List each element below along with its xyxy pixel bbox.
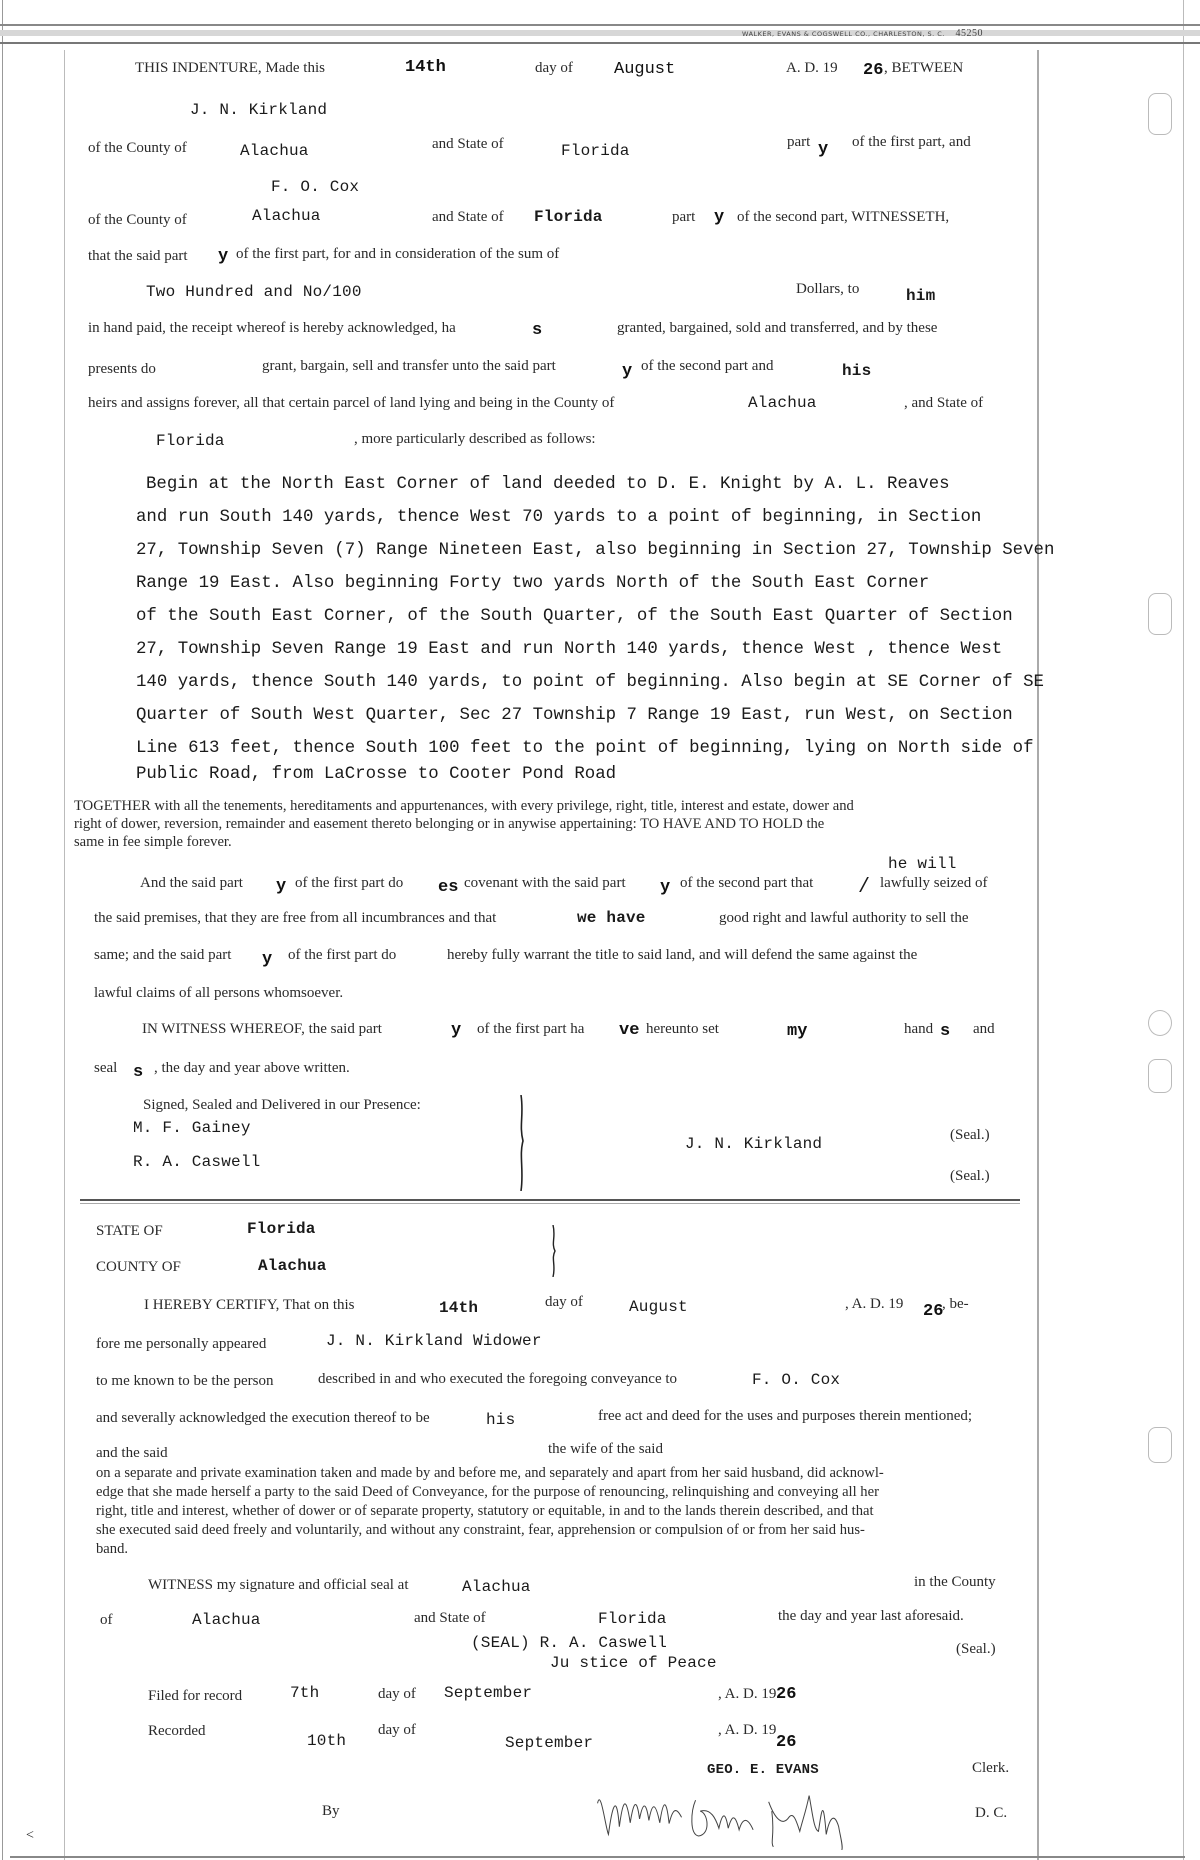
day-of-label: day of — [545, 1294, 583, 1310]
part-suffix: y — [262, 950, 273, 969]
ack-witness-text: WITNESS my signature and official seal at — [148, 1577, 409, 1593]
part-suffix: y — [622, 362, 633, 381]
punch-hole — [1148, 1059, 1172, 1093]
ack-state: Florida — [247, 1220, 316, 1238]
indenture-month: August — [614, 60, 676, 79]
covenant-text: lawful claims of all persons whomsoever. — [94, 985, 344, 1001]
covenant-text: covenant with the said part — [464, 875, 626, 891]
description-line: of the South East Corner, of the South Quarter, of the South East Quarter of Section — [136, 607, 1013, 626]
seal-label: (Seal.) — [956, 1641, 996, 1657]
part-suffix: y — [276, 877, 287, 896]
second-part-label: of the second part, WITNESSETH, — [737, 209, 950, 225]
recorded-month: September — [505, 1734, 594, 1752]
ack-year: 26 — [923, 1302, 944, 1321]
first-part-label: of the first part, and — [852, 134, 971, 150]
margin-mark: < — [26, 1828, 34, 1843]
description-line: 27, Township Seven Range 19 East and run North 140 yards, thence West , thence West — [136, 640, 1003, 659]
witness-text: seal — [94, 1060, 118, 1076]
ack-witness-text: of — [100, 1612, 113, 1628]
presents-do-label: presents do — [88, 361, 156, 377]
witness-text: hereunto set — [646, 1021, 719, 1037]
recorded-label: Recorded — [148, 1723, 206, 1739]
by-label: By — [322, 1803, 340, 1819]
ad-label: , A. D. 19 — [845, 1296, 904, 1312]
covenant-text: same; and the said part — [94, 947, 232, 963]
state-label: and State of — [432, 209, 504, 225]
section-divider — [80, 1203, 1020, 1204]
ack-text: to me known to be the person — [96, 1373, 274, 1389]
clerk-name: GEO. E. EVANS — [707, 1762, 819, 1778]
ad-label: A. D. 19 — [786, 60, 838, 76]
covenant-text: lawfully seized of — [880, 875, 988, 891]
form-number: 45250 — [955, 28, 983, 39]
part-suffix: y — [714, 208, 725, 227]
and-state-of-label: , and State of — [904, 395, 984, 411]
description-line: Public Road, from LaCrosse to Cooter Pond Road — [136, 765, 617, 784]
state-of-label: STATE OF — [96, 1223, 163, 1239]
ack-text: free act and deed for the uses and purposes therein mentioned; — [598, 1408, 973, 1424]
description-line: Range 19 East. Also beginning Forty two yards North of the South East Corner — [136, 574, 930, 593]
grantee-name: F. O. Cox — [271, 178, 360, 196]
together-line: same in fee simple forever. — [74, 834, 232, 850]
recorded-year: 26 — [776, 1733, 797, 1752]
brace-mark — [517, 1095, 527, 1191]
header-band — [0, 30, 1200, 36]
description-line: Line 613 feet, thence South 100 feet to the point of beginning, lying on North side of — [136, 739, 1034, 758]
covenant-text: of the second part that — [680, 875, 814, 891]
punch-hole — [1148, 1010, 1172, 1036]
ad-label: , A. D. 19 — [718, 1686, 777, 1702]
covenant-text: hereby fully warrant the title to said land, and will defend the same against the — [447, 947, 918, 963]
deputy-clerk-label: D. C. — [975, 1805, 1008, 1821]
part-suffix: y — [818, 140, 829, 159]
printer-name: WALKER, EVANS & COGSWELL CO., CHARLESTON, S. C. — [742, 30, 945, 38]
county-label: of the County of — [88, 140, 187, 156]
header-rule-top — [0, 24, 1200, 26]
covenant-text: of the first part do — [295, 875, 404, 891]
filed-year: 26 — [776, 1685, 797, 1704]
covenant-text: good right and lawful authority to sell the — [719, 910, 969, 926]
grantor-signature: J. N. Kirkland — [685, 1135, 823, 1153]
printer-imprint — [742, 28, 983, 39]
covenant-text: the said premises, that they are free from all incumbrances and that — [94, 910, 497, 926]
grantor-name: J. N. Kirkland — [190, 101, 328, 119]
part-suffix: y — [451, 1021, 462, 1040]
part-suffix: y — [660, 878, 671, 897]
part-suffix: y — [218, 247, 229, 266]
more-particularly-text: , more particularly described as follows: — [354, 431, 596, 447]
grantor-county: Alachua — [240, 142, 309, 160]
description-line: 140 yards, thence South 140 yards, to point of beginning. Also begin at SE Corner of SE — [136, 673, 1044, 692]
brace-mark — [550, 1225, 558, 1277]
grantor-state: Florida — [561, 142, 630, 160]
right-margin-rule — [1037, 50, 1039, 1860]
ack-text: described in and who executed the foregoing conveyance to — [318, 1371, 678, 1387]
witness-place: Alachua — [462, 1578, 531, 1596]
ack-body-line: right, title and interest, whether of dower or of separate property, statutory or equitable, in and to the lands therein described, and that — [96, 1503, 874, 1519]
header-rule-bottom — [0, 42, 1200, 44]
ack-day: 14th — [439, 1299, 479, 1317]
ack-state-2: Florida — [598, 1610, 667, 1628]
filed-month: September — [444, 1684, 533, 1702]
page-left-edge — [2, 0, 3, 1860]
witness-text: IN WITNESS WHEREOF, the said part — [142, 1021, 382, 1037]
witness-text: , the day and year above written. — [154, 1060, 350, 1076]
recorded-day: 10th — [307, 1732, 347, 1750]
ack-body-line: on a separate and private examination taken and made by and before me, and separately and apart from her said husband, did acknowl- — [96, 1465, 884, 1481]
grantee-state: Florida — [534, 208, 603, 226]
filed-label: Filed for record — [148, 1688, 243, 1704]
he-will-insert: he will — [888, 855, 957, 873]
hand-paid-text: in hand paid, the receipt whereof is hereby acknowledged, ha — [88, 320, 456, 336]
ack-body-line: she executed said deed freely and voluntarily, and without any constraint, fear, apprehension or compulsion of or from her said hus- — [96, 1522, 865, 1538]
deputy-clerk-signature — [550, 1780, 950, 1850]
seal-label: (Seal.) — [950, 1127, 990, 1143]
ack-pronoun: his — [486, 1411, 516, 1429]
between-label: , BETWEEN — [884, 60, 964, 76]
has-suffix: s — [532, 321, 543, 340]
punch-hole — [1148, 1427, 1172, 1463]
granted-text: granted, bargained, sold and transferred, and by these — [617, 320, 938, 336]
officer-signature: (SEAL) R. A. Caswell — [471, 1634, 668, 1652]
state-label: and State of — [432, 136, 504, 152]
witness-text: and — [973, 1021, 995, 1037]
section-divider — [80, 1199, 1020, 1201]
description-line: Begin at the North East Corner of land deeded to D. E. Knight by A. L. Reaves — [146, 475, 950, 494]
land-state: Florida — [156, 432, 225, 450]
ack-witness-text: and State of — [414, 1610, 486, 1626]
that-said-label: that the said part — [88, 248, 188, 264]
dollars-to-label: Dollars, to — [796, 281, 860, 297]
certify-text: I HEREBY CERTIFY, That on this — [144, 1297, 355, 1313]
conveyed-to: F. O. Cox — [752, 1371, 841, 1389]
description-line: 27, Township Seven (7) Range Nineteen East, also beginning in Section 27, Township Seven — [136, 541, 1055, 560]
ack-body-line: edge that she made herself a party to the said Deed of Conveyance, for the purpose of renouncing, relinquishing and conveying all her — [96, 1484, 879, 1500]
filed-day: 7th — [290, 1684, 320, 1702]
ack-text: fore me personally appeared — [96, 1336, 267, 1352]
ack-county-2: Alachua — [192, 1611, 261, 1629]
description-line: and run South 140 yards, thence West 70 yards to a point of beginning, in Section — [136, 508, 982, 527]
plural-suffix: s — [133, 1063, 144, 1082]
witness-name: R. A. Caswell — [133, 1153, 261, 1171]
county-label: of the County of — [88, 212, 187, 228]
indenture-prefix: THIS INDENTURE, Made this — [135, 60, 325, 76]
witness-name: M. F. Gainey — [133, 1119, 251, 1137]
together-line: right of dower, reversion, remainder and easement thereto belonging or in anywise appertaining: TO HAVE AND TO HOLD the — [74, 816, 825, 832]
together-line: TOGETHER with all the tenements, hereditaments and appurtenances, with every privilege, right, title, interest and estate, dower and — [74, 798, 854, 814]
ack-text: , be- — [942, 1296, 969, 1312]
bottom-rule — [10, 1856, 1185, 1858]
covenant-text: of the first part do — [288, 947, 397, 963]
indenture-year: 26 — [863, 61, 884, 80]
payee: him — [906, 287, 936, 305]
ack-witness-text: the day and year last aforesaid. — [778, 1608, 964, 1624]
we-have-insert: we have — [577, 909, 646, 927]
heirs-text: heirs and assigns forever, all that certain parcel of land lying and being in the County of — [88, 395, 615, 411]
plural-suffix: s — [940, 1022, 951, 1041]
right-edge-rule — [1183, 0, 1184, 1860]
day-of-label: day of — [535, 60, 573, 76]
covenant-text: And the said part — [140, 875, 243, 891]
ack-body-line: band. — [96, 1541, 129, 1557]
ack-text: and severally acknowledged the execution thereof to be — [96, 1410, 430, 1426]
ack-county: Alachua — [258, 1257, 327, 1275]
ack-text: and the said — [96, 1445, 168, 1461]
description-line: Quarter of South West Quarter, Sec 27 Township 7 Range 19 East, run West, on Section — [136, 706, 1013, 725]
ack-text: the wife of the said — [548, 1441, 663, 1457]
second-part-and-label: of the second part and — [641, 358, 774, 374]
witness-text: hand — [904, 1021, 934, 1037]
my-insert: my — [787, 1022, 808, 1041]
part-label: part — [787, 134, 811, 150]
indenture-day: 14th — [405, 58, 446, 77]
does-suffix: es — [438, 878, 459, 897]
insertion-mark: / — [858, 876, 871, 899]
ad-label: , A. D. 19 — [718, 1722, 777, 1738]
part-label: part — [672, 209, 696, 225]
grant-transfer-text: grant, bargain, sell and transfer unto the said part — [262, 358, 556, 374]
grantee-county: Alachua — [252, 207, 321, 225]
county-of-label: COUNTY OF — [96, 1259, 181, 1275]
officer-title: Ju stice of Peace — [550, 1654, 717, 1672]
ack-witness-text: in the County — [914, 1574, 996, 1590]
grantee-pronoun: his — [842, 362, 872, 380]
presence-label: Signed, Sealed and Delivered in our Presence: — [143, 1097, 421, 1113]
witness-text: of the first part ha — [477, 1021, 585, 1037]
day-of-label: day of — [378, 1686, 416, 1702]
day-of-label: day of — [378, 1722, 416, 1738]
ack-month: August — [629, 1298, 688, 1316]
consideration-label: of the first part, for and in consideration of the sum of — [236, 246, 560, 262]
clerk-label: Clerk. — [972, 1760, 1010, 1776]
consideration-sum: Two Hundred and No/100 — [146, 283, 362, 301]
left-margin-rule — [64, 50, 65, 1860]
punch-hole — [1148, 593, 1172, 635]
punch-hole — [1148, 93, 1172, 135]
seal-label: (Seal.) — [950, 1168, 990, 1184]
land-county: Alachua — [748, 394, 817, 412]
appeared-person: J. N. Kirkland Widower — [326, 1332, 542, 1350]
have-suffix: ve — [619, 1021, 640, 1040]
